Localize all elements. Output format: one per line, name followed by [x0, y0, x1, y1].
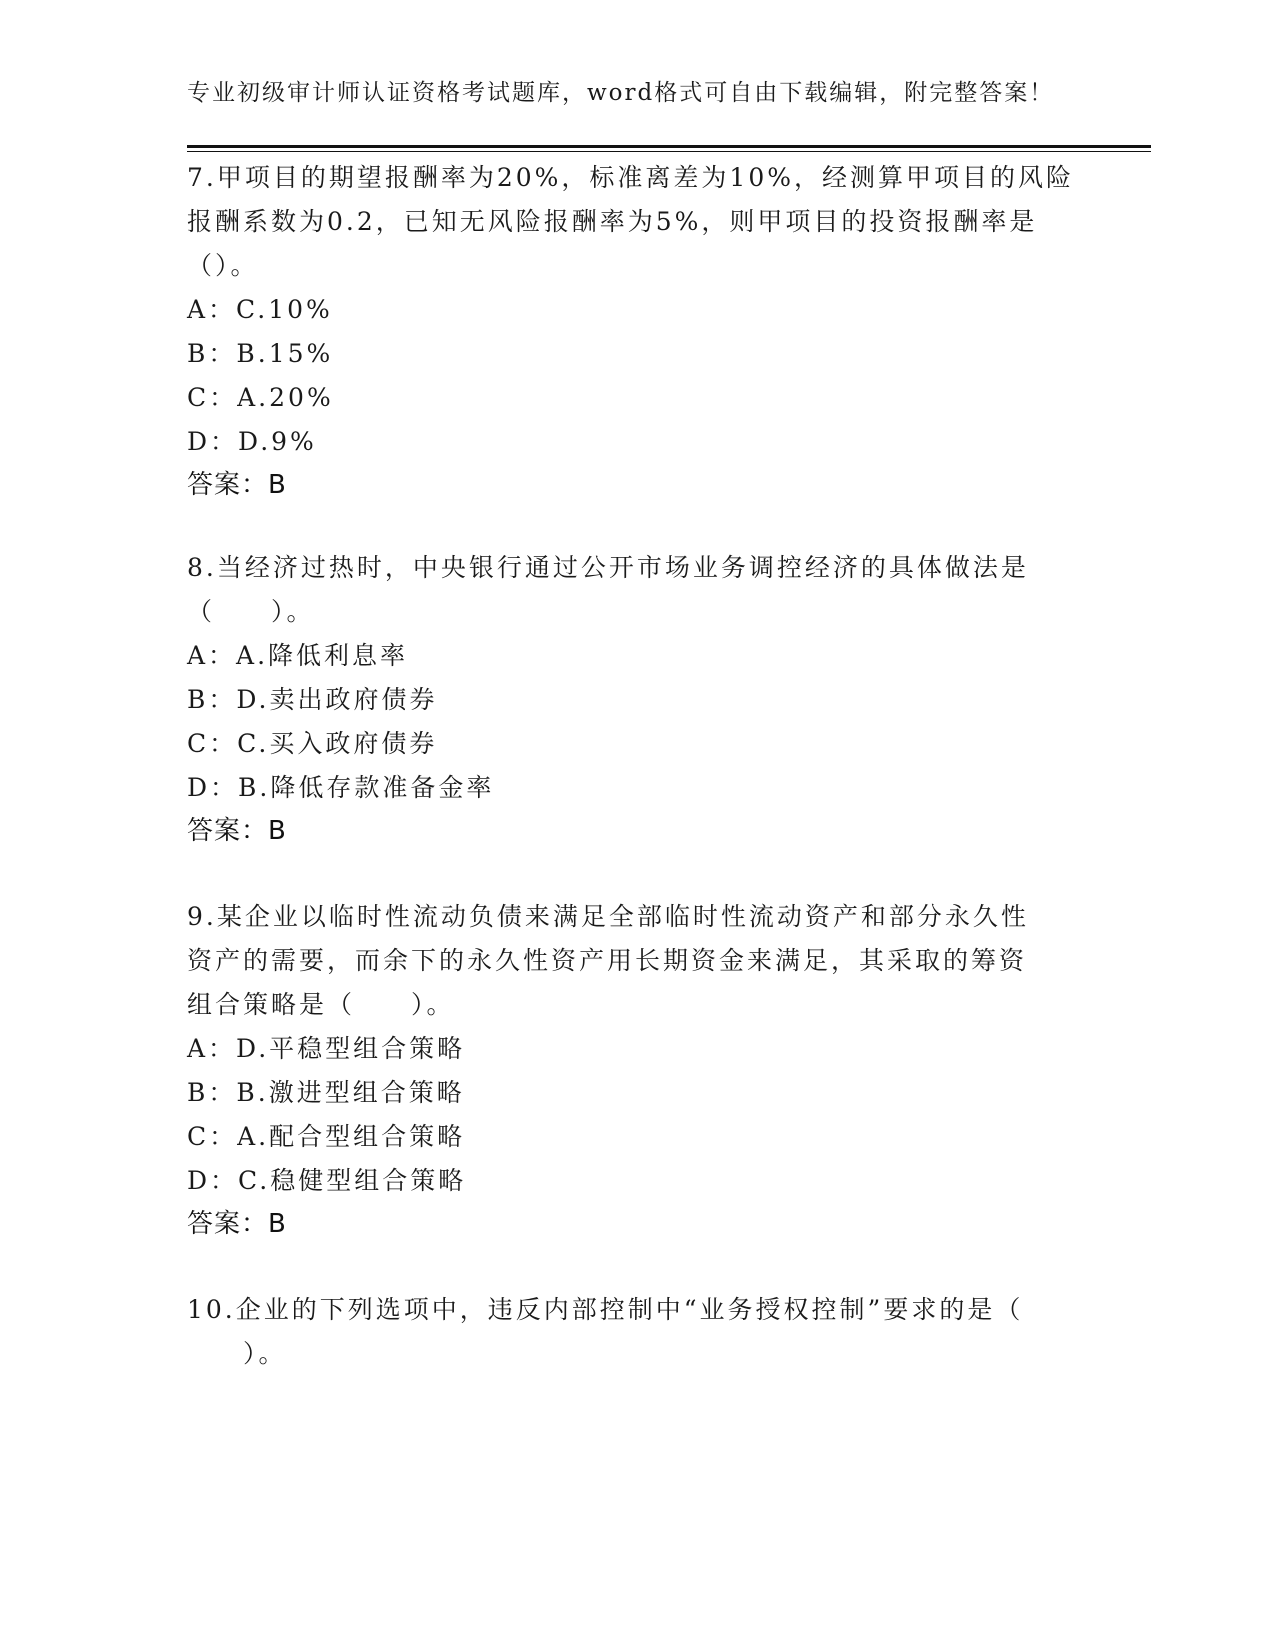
- answer: 答案：B: [187, 816, 287, 846]
- answer: 答案：B: [187, 1209, 287, 1239]
- option-a: A：C.10%: [187, 295, 333, 324]
- option-d: D：C.稳健型组合策略: [187, 1166, 467, 1195]
- option-d: D：B.降低存款准备金率: [187, 773, 495, 802]
- option-d: D：D.9%: [187, 427, 317, 456]
- option-b: B：B.15%: [187, 339, 334, 368]
- option-c: C：C.买入政府债券: [187, 729, 438, 758]
- question-text-line: 报酬系数为0.2，已知无风险报酬率为5%，则甲项目的投资报酬率是: [187, 207, 1038, 236]
- question-text-line: 资产的需要，而余下的永久性资产用长期资金来满足，其采取的筹资: [187, 946, 1028, 975]
- header-divider-thin: [187, 151, 1151, 152]
- header-divider-thick: [187, 145, 1151, 148]
- question-text-line: 10.企业的下列选项中，违反内部控制中“业务授权控制”要求的是（: [187, 1295, 1024, 1324]
- option-a: A：D.平稳型组合策略: [187, 1034, 466, 1063]
- question-text-line: （）。: [187, 251, 259, 280]
- answer: 答案：B: [187, 470, 287, 500]
- option-b: B：B.激进型组合策略: [187, 1078, 465, 1107]
- question-text-line: 9.某企业以临时性流动负债来满足全部临时性流动资产和部分永久性: [187, 902, 1029, 931]
- question-text-line: ）。: [187, 1339, 287, 1368]
- question-text-line: 7.甲项目的期望报酬率为20%，标准离差为10%，经测算甲项目的风险: [187, 163, 1074, 192]
- option-b: B：D.卖出政府债券: [187, 685, 438, 714]
- page-header: 专业初级审计师认证资格考试题库，word格式可自由下载编辑，附完整答案！: [187, 80, 1055, 106]
- option-c: C：A.配合型组合策略: [187, 1122, 466, 1151]
- question-text-line: 8.当经济过热时，中央银行通过公开市场业务调控经济的具体做法是: [187, 553, 1029, 582]
- option-c: C：A.20%: [187, 383, 334, 412]
- option-a: A：A.降低利息率: [187, 641, 409, 670]
- question-text-line: （ ）。: [187, 597, 315, 626]
- question-text-line: 组合策略是（ ）。: [187, 990, 455, 1019]
